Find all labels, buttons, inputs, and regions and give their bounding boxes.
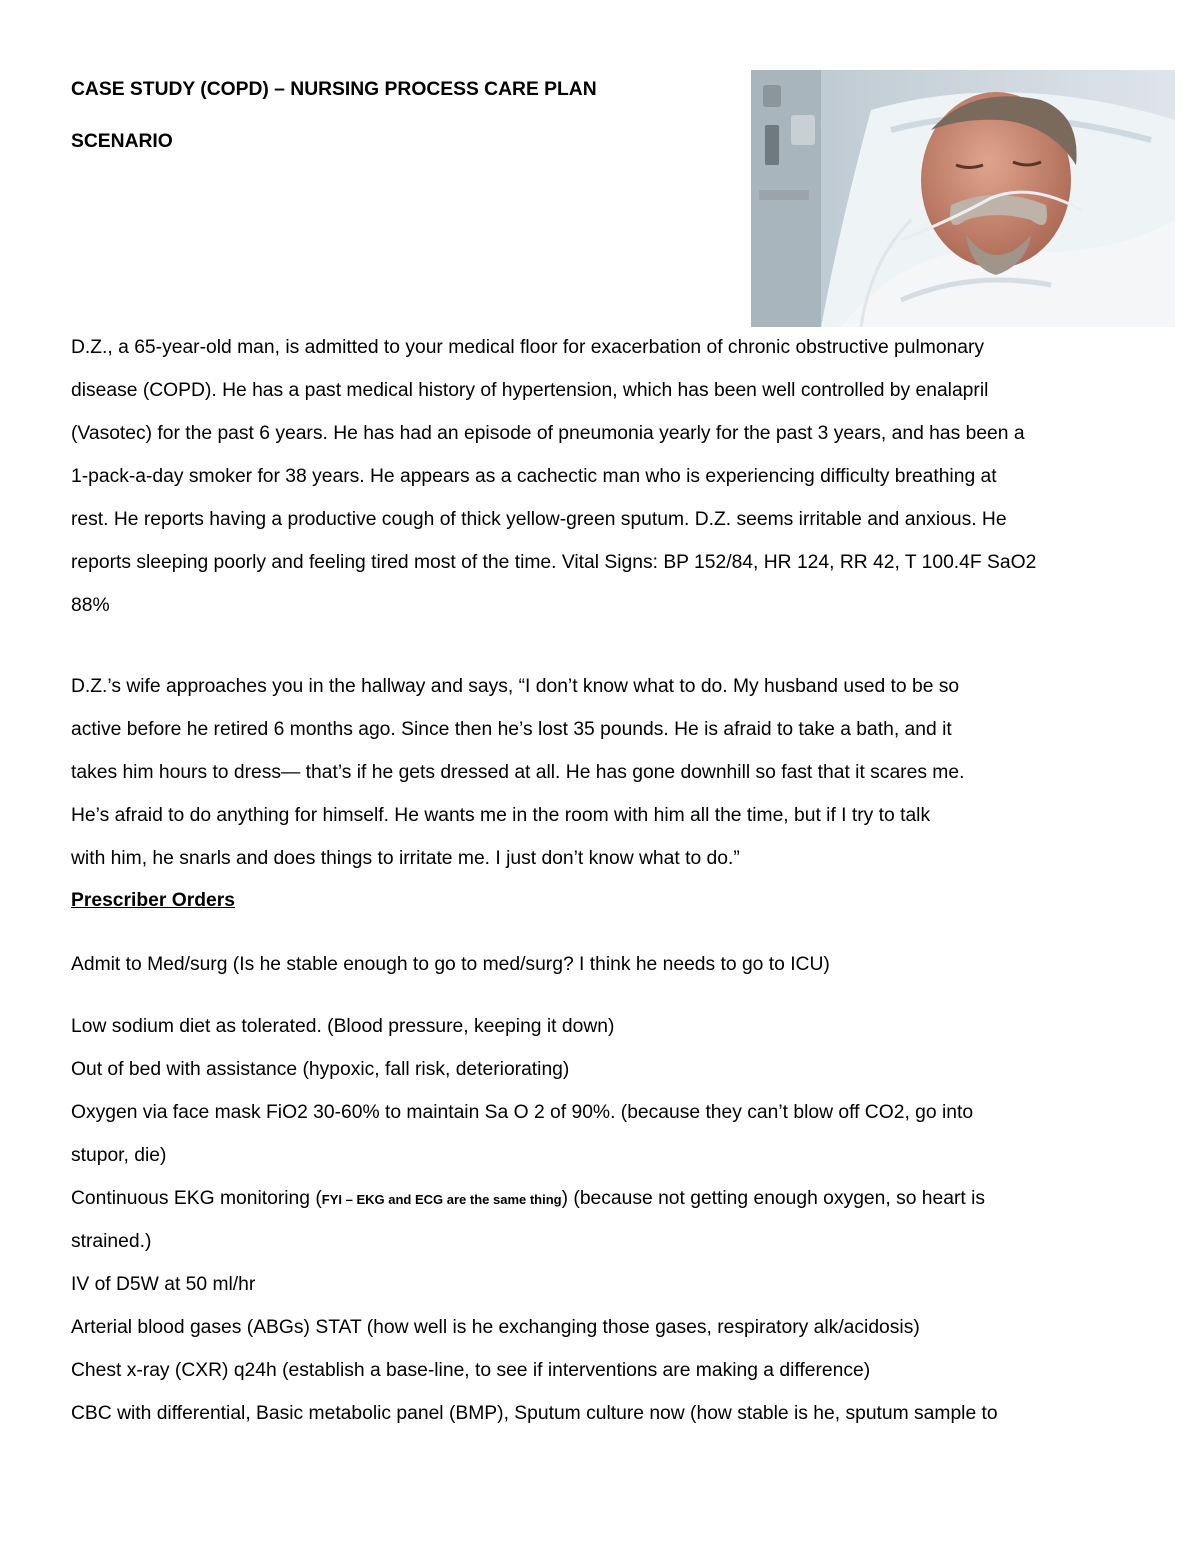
- paragraph-line: (Vasotec) for the past 6 years. He has had an episode of pneumonia yearly for the past 3 years, and has been a: [71, 423, 1025, 444]
- paragraph-line: disease (COPD). He has a past medical history of hypertension, which has been well controlled by enalapril: [71, 380, 989, 401]
- order-ekg-text: Continuous EKG monitoring (: [71, 1188, 322, 1209]
- paragraph-line: 1-pack-a-day smoker for 38 years. He appears as a cachectic man who is experiencing difficulty breathing at: [71, 466, 997, 487]
- paragraph-line: with him, he snarls and does things to irritate me. I just don’t know what to do.”: [71, 848, 740, 869]
- order-ekg-text-end: ) (because not getting enough oxygen, so heart is: [561, 1188, 986, 1209]
- order-ekg-note: FYI – EKG and ECG are the same thing: [321, 1192, 562, 1207]
- paragraph-line: D.Z.’s wife approaches you in the hallway and says, “I don’t know what to do. My husband used to be so: [71, 676, 960, 697]
- order-ekg: [71, 1187, 985, 1212]
- paragraph-line: rest. He reports having a productive cough of thick yellow-green sputum. D.Z. seems irritable and anxious. He: [71, 509, 1007, 530]
- order-cxr: Chest x-ray (CXR) q24h (establish a base-line, to see if interventions are making a difference): [71, 1360, 871, 1381]
- order-abg: Arterial blood gases (ABGs) STAT (how well is he exchanging those gases, respiratory alk/acidosis): [71, 1317, 920, 1338]
- paragraph-line: 88%: [71, 595, 110, 616]
- order-oxygen-cont: stupor, die): [71, 1145, 167, 1166]
- order-oxygen: Oxygen via face mask FiO2 30-60% to maintain Sa O 2 of 90%. (because they can’t blow off CO2, go into: [71, 1102, 974, 1123]
- patient-photo-icon: [751, 70, 1175, 327]
- order-admit: Admit to Med/surg (Is he stable enough to go to med/surg? I think he needs to go to ICU): [71, 954, 830, 975]
- paragraph-line: reports sleeping poorly and feeling tired most of the time. Vital Signs: BP 152/84, HR 124, RR 42, T 100.4F SaO2: [71, 552, 1037, 573]
- patient-photo: [751, 70, 1175, 327]
- paragraph-line: active before he retired 6 months ago. Since then he’s lost 35 pounds. He is afraid to take a bath, and it: [71, 719, 952, 740]
- order-diet: Low sodium diet as tolerated. (Blood pressure, keeping it down): [71, 1016, 615, 1037]
- paragraph-line: He’s afraid to do anything for himself. He wants me in the room with him all the time, but if I try to talk: [71, 805, 931, 826]
- prescriber-orders-heading: Prescriber Orders: [71, 890, 235, 911]
- page-title: CASE STUDY (COPD) – NURSING PROCESS CARE PLAN: [71, 79, 597, 100]
- order-out-of-bed: Out of bed with assistance (hypoxic, fall risk, deteriorating): [71, 1059, 570, 1080]
- paragraph-line: D.Z., a 65-year-old man, is admitted to your medical floor for exacerbation of chronic obstructive pulmonary: [71, 337, 985, 358]
- order-ekg-cont: strained.): [71, 1231, 152, 1252]
- order-cbc: CBC with differential, Basic metabolic panel (BMP), Sputum culture now (how stable is he, sputum sample to: [71, 1403, 998, 1424]
- paragraph-line: takes him hours to dress— that’s if he gets dressed at all. He has gone downhill so fast that it scares me.: [71, 762, 965, 783]
- order-iv: IV of D5W at 50 ml/hr: [71, 1274, 256, 1295]
- scenario-heading: SCENARIO: [71, 131, 173, 152]
